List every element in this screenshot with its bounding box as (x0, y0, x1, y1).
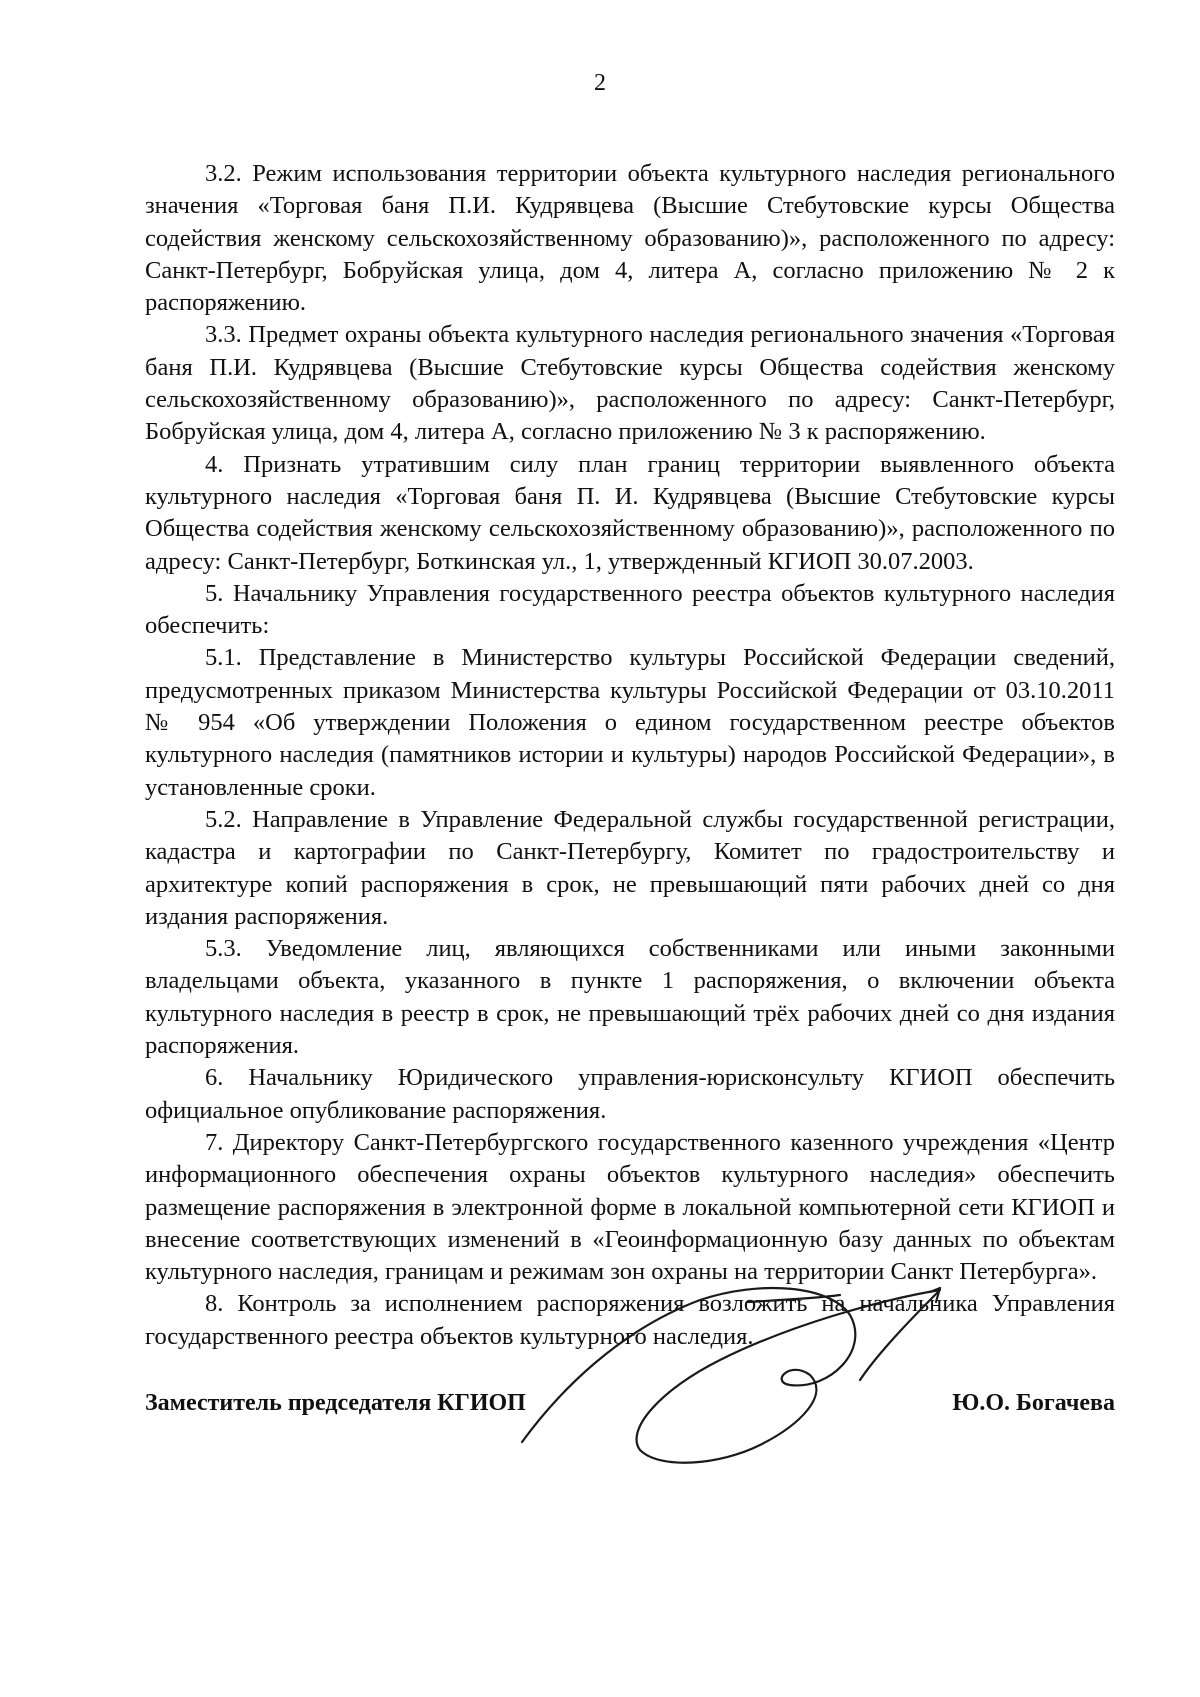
paragraph-8: 8. Контроль за исполнением распоряжения возложить на начальника Управления государственного реестра объектов культурного наследия. (145, 1290, 1115, 1350)
signatory-title: Заместитель председателя КГИОП (145, 1390, 526, 1416)
document-body (145, 158, 1115, 1353)
paragraph-6: 6. Начальнику Юридического управления-юрисконсульту КГИОП обеспечить официальное опубликование распоряжения. (145, 1064, 1115, 1124)
page-number: 2 (594, 70, 606, 96)
paragraph-7: 7. Директору Санкт-Петербургского государственного казенного учреждения «Центр информационного обеспечения охраны объектов культурного наследия» обеспечить размещение распоряжения в электронной форме в локальной компьютерной сети КГИОП и внесение соответствующих изменений в «Геоинформационную базу данных по объектам культурного наследия, границам и режимам зон охраны на территории Санкт Петербурга». (145, 1128, 1115, 1286)
paragraph-3-2: 3.2. Режим использования территории объекта культурного наследия регионального значения «Торговая баня П.И. Кудрявцева (Высшие Стебутовские курсы Общества содействия женскому сельскохозяйственному образованию)», расположенного по адресу: Санкт-Петербург, Бобруйская улица, дом 4, литера А, согласно приложению № 2 к распоряжению. (145, 160, 1115, 317)
paragraph-3-3: 3.3. Предмет охраны объекта культурного наследия регионального значения «Торговая баня П.И. Кудрявцева (Высшие Стебутовские курсы Общества содействия женскому сельскохозяйственному образованию)», расположенного по адресу: Санкт-Петербург, Бобруйская улица, дом 4, литера А, согласно приложению № 3 к распоряжению. (145, 321, 1115, 446)
paragraph-5-2: 5.2. Направление в Управление Федеральной службы государственной регистрации, кадастра и картографии по Санкт-Петербургу, Комитет по градостроительству и архитектуре копий распоряжения в срок, не превышающий пяти рабочих дней со дня издания распоряжения. (145, 805, 1115, 930)
paragraph-5: 5. Начальнику Управления государственного реестра объектов культурного наследия обеспечить: (145, 579, 1115, 640)
paragraph-5-1: 5.1. Представление в Министерство культуры Российской Федерации сведений, предусмотренных приказом Министерства культуры Российской Федерации от 03.10.2011 № 954 «Об утверждении Положения о едином государственном реестре объектов культурного наследия (памятников истории и культуры) народов Российской Федерации», в установленные сроки. (145, 644, 1115, 801)
signatory-name: Ю.О. Богачева (952, 1390, 1115, 1416)
paragraph-5-3: 5.3. Уведомление лиц, являющихся собственниками или иными законными владельцами объекта, указанного в пункте 1 распоряжения, о включении объекта культурного наследия в реестр в срок, не превышающий трёх рабочих дней со дня издания распоряжения. (145, 935, 1115, 1060)
paragraph-4: 4. Признать утратившим силу план границ территории выявленного объекта культурного наследия «Торговая баня П. И. Кудрявцева (Высшие Стебутовские курсы Общества содействия женскому сельскохозяйственному образованию)», расположенного по адресу: Санкт-Петербург, Боткинская ул., 1, утвержденный КГИОП 30.07.2003. (145, 450, 1115, 575)
